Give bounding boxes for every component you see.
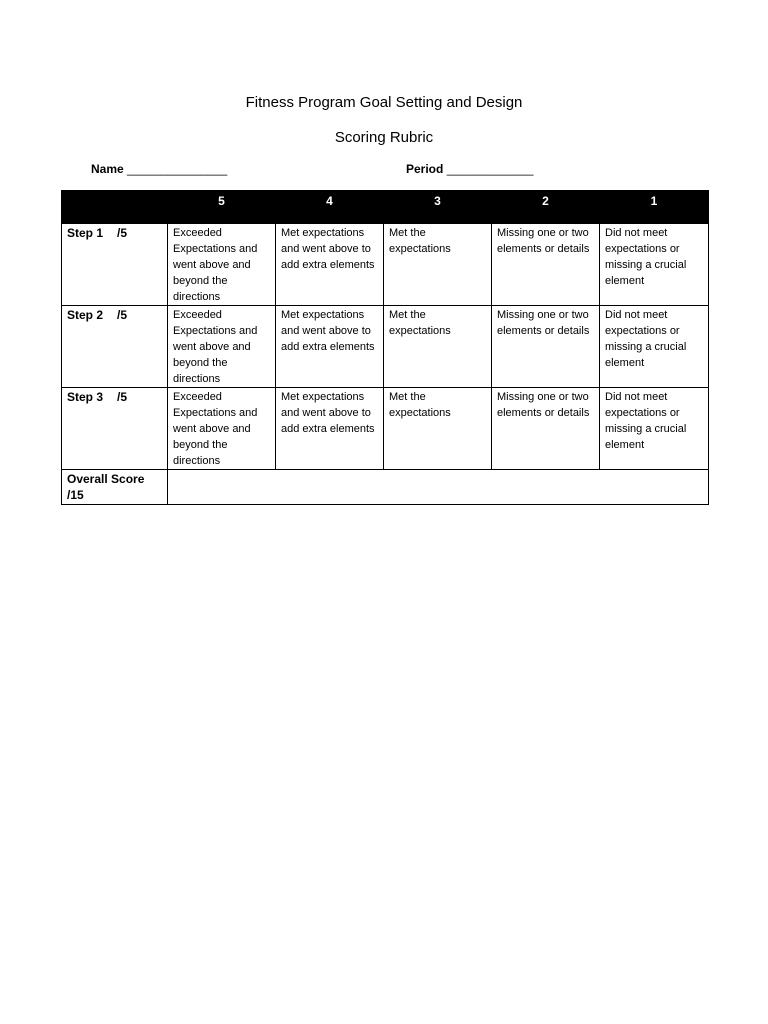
step-label-cell	[62, 224, 168, 306]
header-cell-score-3: 3	[384, 191, 492, 224]
name-blank: _______________	[127, 162, 228, 176]
name-label: Name	[91, 162, 124, 176]
step-label: Step 2	[67, 308, 104, 322]
step-label: Step 3	[67, 390, 104, 404]
header-cell-score-5: 5	[168, 191, 276, 224]
criteria-cell: Exceeded Expectations and went above and beyond the directions	[168, 224, 276, 306]
table-row	[62, 306, 709, 388]
scoring-rubric-table	[61, 190, 709, 505]
criteria-cell: Met expectations and went above to add extra elements	[276, 388, 384, 470]
criteria-cell: Missing one or two elements or details	[492, 388, 600, 470]
period-field	[406, 162, 533, 176]
step-points: /5	[117, 308, 128, 322]
step-label: Step 1	[67, 226, 104, 240]
criteria-cell: Did not meet expectations or missing a crucial element	[600, 388, 709, 470]
table-row	[62, 224, 709, 306]
criteria-cell: Met the expectations	[384, 388, 492, 470]
criteria-cell: Did not meet expectations or missing a crucial element	[600, 306, 709, 388]
name-field	[91, 162, 227, 176]
document-title: Fitness Program Goal Setting and Design	[245, 94, 523, 111]
document-subtitle: Scoring Rubric	[334, 129, 434, 146]
header-cell-step	[62, 191, 168, 224]
table-header-row	[62, 191, 709, 224]
criteria-cell: Did not meet expectations or missing a crucial element	[600, 224, 709, 306]
header-cell-score-2: 2	[492, 191, 600, 224]
criteria-cell: Missing one or two elements or details	[492, 306, 600, 388]
overall-score-label: Overall Score /15	[62, 470, 168, 505]
step-label-cell	[62, 306, 168, 388]
criteria-cell: Met expectations and went above to add extra elements	[276, 224, 384, 306]
header-cell-score-4: 4	[276, 191, 384, 224]
criteria-cell: Exceeded Expectations and went above and beyond the directions	[168, 306, 276, 388]
criteria-cell: Exceeded Expectations and went above and beyond the directions	[168, 388, 276, 470]
criteria-cell: Met the expectations	[384, 224, 492, 306]
table-row	[62, 388, 709, 470]
step-label-cell	[62, 388, 168, 470]
header-cell-score-1: 1	[600, 191, 709, 224]
period-blank: _____________	[446, 162, 534, 176]
period-label: Period	[406, 162, 444, 176]
criteria-cell: Met the expectations	[384, 306, 492, 388]
step-points: /5	[117, 390, 128, 404]
criteria-cell: Missing one or two elements or details	[492, 224, 600, 306]
criteria-cell: Met expectations and went above to add extra elements	[276, 306, 384, 388]
overall-score-value	[168, 470, 709, 505]
step-points: /5	[117, 226, 128, 240]
overall-score-row	[62, 470, 709, 505]
